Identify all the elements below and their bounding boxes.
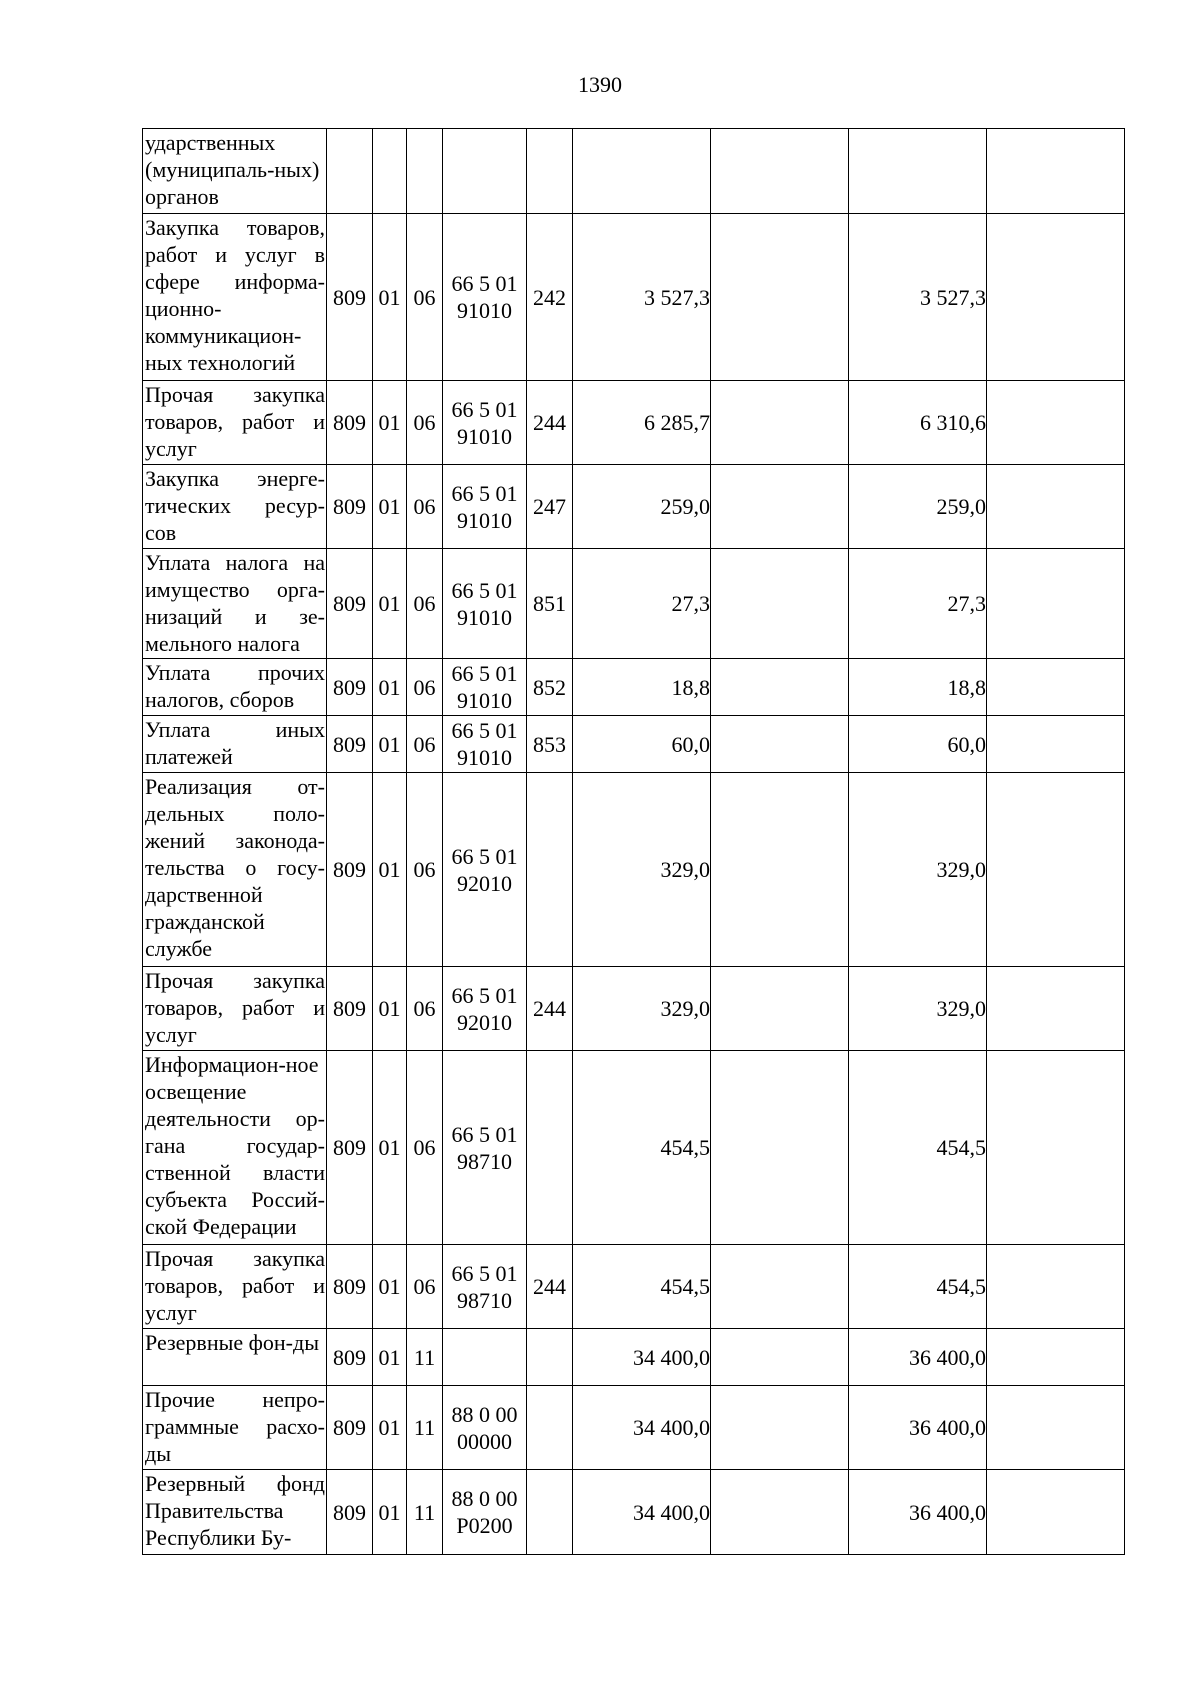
row-amount-4 <box>987 773 1125 967</box>
row-subsection-code: 06 <box>407 1051 443 1245</box>
row-amount-1: 34 400,0 <box>573 1470 711 1555</box>
row-amount-4 <box>987 1245 1125 1329</box>
table-row <box>143 716 1125 773</box>
row-amount-4 <box>987 967 1125 1051</box>
row-amount-3: 36 400,0 <box>849 1470 987 1555</box>
row-amount-1: 3 527,3 <box>573 214 711 381</box>
row-ministry-code: 809 <box>327 659 373 716</box>
row-amount-2 <box>711 381 849 465</box>
row-expense-type-code: 853 <box>527 716 573 773</box>
row-amount-4 <box>987 1470 1125 1555</box>
row-description: Прочая закупка товаров, работ и услуг <box>143 967 327 1051</box>
row-ministry-code: 809 <box>327 1386 373 1470</box>
row-ministry-code <box>327 129 373 214</box>
table-row <box>143 773 1125 967</box>
table-row <box>143 214 1125 381</box>
row-amount-3: 36 400,0 <box>849 1329 987 1386</box>
row-section-code: 01 <box>373 214 407 381</box>
row-ministry-code: 809 <box>327 1245 373 1329</box>
table-row <box>143 1329 1125 1386</box>
row-amount-3: 60,0 <box>849 716 987 773</box>
row-amount-4 <box>987 1051 1125 1245</box>
row-section-code <box>373 129 407 214</box>
row-amount-2 <box>711 465 849 549</box>
row-amount-4 <box>987 381 1125 465</box>
row-target-article-code: 88 0 00 Р0200 <box>443 1470 527 1555</box>
row-amount-2 <box>711 1386 849 1470</box>
row-ministry-code: 809 <box>327 381 373 465</box>
row-amount-2 <box>711 129 849 214</box>
table-row <box>143 1051 1125 1245</box>
row-amount-4 <box>987 1386 1125 1470</box>
row-amount-1: 34 400,0 <box>573 1386 711 1470</box>
row-amount-3: 6 310,6 <box>849 381 987 465</box>
row-target-article-code: 66 5 01 98710 <box>443 1245 527 1329</box>
row-section-code: 01 <box>373 716 407 773</box>
row-ministry-code: 809 <box>327 1470 373 1555</box>
row-subsection-code: 06 <box>407 381 443 465</box>
row-target-article-code: 66 5 01 91010 <box>443 381 527 465</box>
row-description: ударственных (муниципаль-ных) органов <box>143 129 327 214</box>
row-amount-3: 259,0 <box>849 465 987 549</box>
row-amount-3: 3 527,3 <box>849 214 987 381</box>
row-amount-1: 18,8 <box>573 659 711 716</box>
row-amount-2 <box>711 1245 849 1329</box>
row-description: Уплата прочих налогов, сборов <box>143 659 327 716</box>
row-ministry-code: 809 <box>327 716 373 773</box>
row-subsection-code: 06 <box>407 214 443 381</box>
row-expense-type-code: 852 <box>527 659 573 716</box>
row-expense-type-code <box>527 1329 573 1386</box>
page-number: 1390 <box>578 72 622 97</box>
row-section-code: 01 <box>373 1051 407 1245</box>
row-subsection-code: 06 <box>407 773 443 967</box>
row-expense-type-code: 244 <box>527 381 573 465</box>
table-row <box>143 465 1125 549</box>
row-expense-type-code <box>527 1386 573 1470</box>
row-section-code: 01 <box>373 1386 407 1470</box>
row-amount-2 <box>711 549 849 659</box>
row-amount-2 <box>711 214 849 381</box>
row-expense-type-code: 244 <box>527 1245 573 1329</box>
row-section-code: 01 <box>373 381 407 465</box>
table-row <box>143 1470 1125 1555</box>
row-amount-1: 27,3 <box>573 549 711 659</box>
row-amount-1: 60,0 <box>573 716 711 773</box>
row-expense-type-code: 247 <box>527 465 573 549</box>
row-amount-1: 6 285,7 <box>573 381 711 465</box>
row-description: Уплата иных платежей <box>143 716 327 773</box>
row-description: Резервные фон-ды <box>143 1329 327 1386</box>
table-row <box>143 381 1125 465</box>
row-ministry-code: 809 <box>327 549 373 659</box>
row-section-code: 01 <box>373 1329 407 1386</box>
table-row <box>143 549 1125 659</box>
row-target-article-code: 66 5 01 91010 <box>443 549 527 659</box>
row-target-article-code <box>443 129 527 214</box>
row-description: Информацион-ное освещение деятельности ор-гана государ-ственной власти субъекта Россий-ской Федерации <box>143 1051 327 1245</box>
row-amount-2 <box>711 1470 849 1555</box>
row-section-code: 01 <box>373 967 407 1051</box>
row-expense-type-code <box>527 129 573 214</box>
row-ministry-code: 809 <box>327 465 373 549</box>
row-expense-type-code <box>527 1051 573 1245</box>
budget-table <box>142 128 1125 1555</box>
row-amount-4 <box>987 549 1125 659</box>
row-subsection-code: 06 <box>407 659 443 716</box>
row-section-code: 01 <box>373 1245 407 1329</box>
table-row <box>143 129 1125 214</box>
row-amount-4 <box>987 465 1125 549</box>
row-target-article-code: 66 5 01 91010 <box>443 659 527 716</box>
row-target-article-code: 66 5 01 98710 <box>443 1051 527 1245</box>
row-ministry-code: 809 <box>327 214 373 381</box>
row-subsection-code: 06 <box>407 716 443 773</box>
row-amount-4 <box>987 129 1125 214</box>
row-section-code: 01 <box>373 659 407 716</box>
row-amount-3: 329,0 <box>849 773 987 967</box>
table-row <box>143 659 1125 716</box>
row-amount-2 <box>711 773 849 967</box>
table-body <box>143 129 1125 1555</box>
row-amount-4 <box>987 716 1125 773</box>
row-description: Закупка товаров, работ и услуг в сфере информа-ционно-коммуникацион-ных технологий <box>143 214 327 381</box>
row-expense-type-code: 244 <box>527 967 573 1051</box>
row-amount-3: 454,5 <box>849 1051 987 1245</box>
row-amount-3: 36 400,0 <box>849 1386 987 1470</box>
row-subsection-code: 11 <box>407 1329 443 1386</box>
row-subsection-code: 06 <box>407 549 443 659</box>
row-amount-1 <box>573 129 711 214</box>
row-target-article-code <box>443 1329 527 1386</box>
row-ministry-code: 809 <box>327 1329 373 1386</box>
row-description: Прочая закупка товаров, работ и услуг <box>143 1245 327 1329</box>
row-amount-2 <box>711 659 849 716</box>
row-expense-type-code: 851 <box>527 549 573 659</box>
row-ministry-code: 809 <box>327 967 373 1051</box>
row-ministry-code: 809 <box>327 773 373 967</box>
row-amount-1: 259,0 <box>573 465 711 549</box>
row-section-code: 01 <box>373 549 407 659</box>
row-description: Прочая закупка товаров, работ и услуг <box>143 381 327 465</box>
row-amount-1: 454,5 <box>573 1245 711 1329</box>
table-row <box>143 967 1125 1051</box>
row-target-article-code: 66 5 01 91010 <box>443 716 527 773</box>
row-amount-3: 329,0 <box>849 967 987 1051</box>
row-target-article-code: 66 5 01 91010 <box>443 465 527 549</box>
row-description: Уплата налога на имущество орга-низаций и зе-мельного налога <box>143 549 327 659</box>
row-subsection-code: 06 <box>407 967 443 1051</box>
row-amount-3: 18,8 <box>849 659 987 716</box>
table-row <box>143 1386 1125 1470</box>
row-description: Реализация от-дельных поло-жений законода-тельства о госу-дарственной гражданской службе <box>143 773 327 967</box>
row-amount-2 <box>711 967 849 1051</box>
row-amount-1: 34 400,0 <box>573 1329 711 1386</box>
row-amount-1: 329,0 <box>573 773 711 967</box>
row-target-article-code: 66 5 01 91010 <box>443 214 527 381</box>
row-section-code: 01 <box>373 1470 407 1555</box>
row-description: Закупка энерге-тических ресур-сов <box>143 465 327 549</box>
row-subsection-code: 06 <box>407 1245 443 1329</box>
row-subsection-code: 11 <box>407 1470 443 1555</box>
row-amount-3 <box>849 129 987 214</box>
row-subsection-code <box>407 129 443 214</box>
row-amount-4 <box>987 1329 1125 1386</box>
row-target-article-code: 66 5 01 92010 <box>443 773 527 967</box>
row-description: Резервный фонд Правительства Республики Бу- <box>143 1470 327 1555</box>
row-amount-2 <box>711 1051 849 1245</box>
row-expense-type-code <box>527 773 573 967</box>
row-section-code: 01 <box>373 465 407 549</box>
row-subsection-code: 11 <box>407 1386 443 1470</box>
row-target-article-code: 66 5 01 92010 <box>443 967 527 1051</box>
row-expense-type-code: 242 <box>527 214 573 381</box>
row-subsection-code: 06 <box>407 465 443 549</box>
table-row <box>143 1245 1125 1329</box>
row-amount-4 <box>987 214 1125 381</box>
row-expense-type-code <box>527 1470 573 1555</box>
row-amount-1: 454,5 <box>573 1051 711 1245</box>
row-amount-2 <box>711 1329 849 1386</box>
row-section-code: 01 <box>373 773 407 967</box>
row-amount-2 <box>711 716 849 773</box>
row-description: Прочие непро-граммные расхо-ды <box>143 1386 327 1470</box>
row-target-article-code: 88 0 00 00000 <box>443 1386 527 1470</box>
row-amount-1: 329,0 <box>573 967 711 1051</box>
row-ministry-code: 809 <box>327 1051 373 1245</box>
row-amount-3: 454,5 <box>849 1245 987 1329</box>
row-amount-4 <box>987 659 1125 716</box>
row-amount-3: 27,3 <box>849 549 987 659</box>
